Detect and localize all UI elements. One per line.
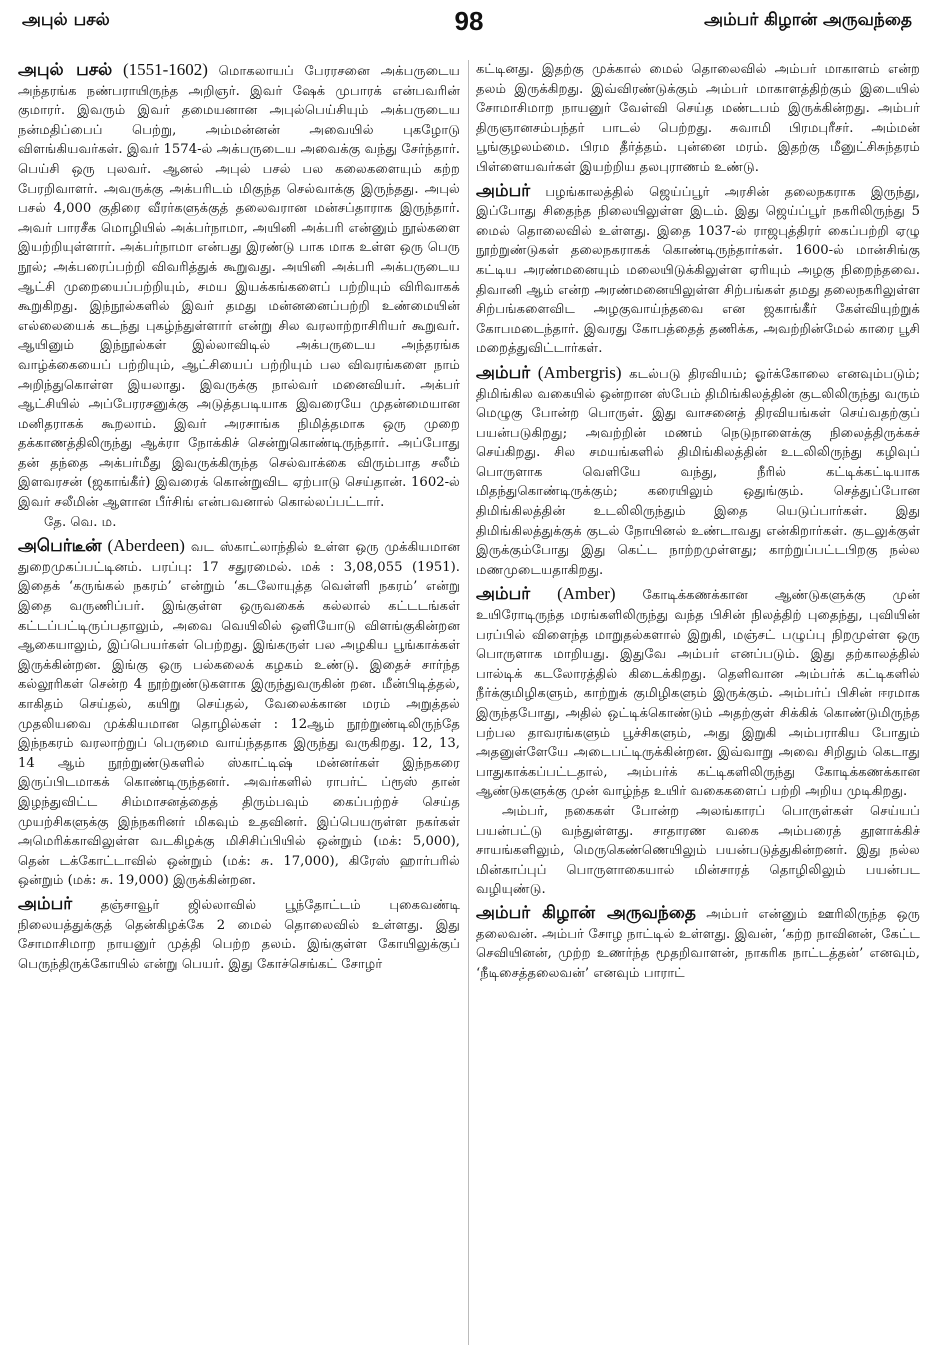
running-head-left: அபுல் பசல் [22, 10, 110, 30]
headword: அம்பர் [476, 362, 531, 383]
entry-ambar-continued [476, 60, 920, 178]
entry-body: தஞ்சாவூர் ஜில்லாவில் பூந்தோட்டம் புகைவண்டி நிலையத்துக்குத் தென்கிழக்கே 2 மைல் தொலைவில் உள்ளது. இது சோமாசிமாற நாயனுர் முத்தி பெற்ற தலம். இங்குள்ள கோயிலுக்குப் பெருந்திருக்கோயில் என்று பெயர். இது கோச்செங்கட் சோழர் [18, 897, 460, 972]
entry-ambar-kizhan-text [476, 904, 920, 983]
headword: அம்பர் [476, 584, 531, 605]
entry-body: வட ஸ்காட்லாந்தில் உள்ள ஒரு முக்கியமான துறைமுகப்பட்டினம். பரப்பு: 17 சதுரமைல். மக் : 3,08,055 (1951). இதைக் ‘கருங்கல் நகரம்’ என்றும் ‘கடலோயுத்த வெள்ளி நகரம்’ என்று இதை வருணிப்பர். இங்குள்ள ஒருவகைக் கல்லால் கட்டடங்கள் கட்டப்பட்டிருப்பதாலும், அவை வெயிலில் ஒளியோடு விளங்குகின்றன ஆகையாலும், இப்பெயர்கள் பெற்றது. இங்கருள் பல அழகிய பூங்காக்கள் இருக்கின்றன. இங்கு ஒரு பல்கலைக் கழகம் உண்டு. இதைச் சார்ந்த கல்லூரிகள் சென்ற 4 நூற்றுண்டுகளாக இருந்துவருகின் றன. மீன்பிடித்தல், காகிதம் செய்தல், கயிறு செய்தல், வேலைக்கான மரம் அறுத்தல் முதலியவை முக்கியமான தொழில்கள் : 12ஆம் நூற்றுண்டிலிருந்தே இந்நகரம் வரலாற்றுப் பெருமை வாய்ந்ததாக இருந்து வருகிறது. 12, 13, 14 ஆம் நூற்றுண்டுகளில் ஸ்காட்டிஷ் மன்னர்கள் இந்நகரை இருப்பிடமாகக் கொண்டிருந்தனர். அவர்களில் ராபர்ட் ப்ரூஸ் தான் இழந்துவிட்ட சிம்மாசனத்தைத் திரும்பவும் கைப்பற்றச் செய்த முயற்சிகளுக்கு இந்நகரினர் மிகவும் உதவினர். இப்பெயருள்ள நகர்கள் அமெரிக்காவிலுள்ள வடகிழக்கு மிசிசிப்பியில் ஒன்றும் (மக்: 5,000), தென் டக்கோட்டாவில் ஒன்றும் (மக்: சு. 17,000), கிரேஸ் ஹார்பரில் ஒன்றும் (மக்: சு. 19,000) இருக்கின்றன. [18, 540, 460, 889]
headword: அபுல் பசல் [18, 60, 113, 80]
headword-latin: (Amber) [557, 584, 616, 604]
entry-body: மொகலாயப் பேரரசனை அக்பருடைய அந்தரங்க நண்பராயிருந்த அறிஞர். இவர் ஷேக் முபாரக் என்பவரின் குமாரர். இவரும் இவர் தமையனான அபுல்பெய்சியும் அக்பருடைய நன்மதிப்பைப் பெற்று, அம்மன்னன் அவையில் புகழோடு விளங்கியவர்கள். இவர் 1574-ல் அக்பருடைய அவைக்கு வந்து சேர்ந்தார். பெய்சி ஒரு புலவர். ஆனல் அபுல் பசல் பல கலைகளையும் கற்ற பேரறிவாளர். அவருக்கு அக்பரிடம் மிகுந்த செல்வாக்கு இருந்தது. அபுல் பசல் 4,000 குதிரை வீரர்களுக்குத் தலைவரான மன்சப்தாராக இருந்தார். அவர் பாரசீக மொழியில் அக்பர்நாமா, அயினி அக்பரி என்னும் நூல்களை இயற்றியுள்ளார். அக்பர்நாமா என்பது இரண்டு பாக மாக உள்ள ஒரு பெரு நூல்; அக்பரைப்பற்றி விவரித்துக் கூறுவது. அயினி அக்பரி அக்பருடைய ஆட்சி முறையைப்பற்றியும், சமய இயக்கங்களைப் பற்றியும் விரிவாகக் கூறுகிறது. இந்நூல்களில் இவர் தமது மன்னனைப்பற்றி உண்மையின் எல்லையைக் கடந்து புகழ்ந்துள்ளார் என்று சில வரலாற்றாசிரியர் கூறுவர். ஆயினும் இந்நூல்கள் இல்லாவிடில் அக்பருடைய அந்தரங்க வாழ்க்கையைப் பற்றியும், ஆட்சியைப் பற்றியும் பல விவரங்களை நாம் அறிந்துகொள்ள இயலாது. இவருக்கு நால்வர் மனைவியர். அக்பர் ஆட்சியில் அப்பேரரசனுக்கு அடுத்தபடியாக இவரையே முதன்மையான மனிதராகக் கூறலாம். இவர் அரசாங்க நிமித்தமாக ஒரு முறை தக்காணத்திலிருந்து ஆக்ரா நோக்கிச் சென்றுகொண்டிருந்தார். அப்போது தன் தந்தை அக்பர்மீது இவருக்கிருந்த செல்வாக்கை விரும்பாத சலீம் இளவரசன் (ஜகாங்கீர்) இவரைக் கொன்றுவிட ஏற்பாடு செய்தான். 1602-ல் இவர் சலீமின் ஆளான பீர்சிங் என்பவனால் கொல்லப்பட்டார். [18, 64, 460, 511]
headword-latin: (Aberdeen) [107, 536, 185, 556]
author-signature: தே. வெ. ம. [44, 514, 117, 530]
entry-body: பழங்காலத்தில் ஜெய்ப்பூர் அரசின் தலைநகராக இருந்து, இப்போது சிதைந்த நிலையிலுள்ள இடம். இது ஜெய்ப்பூர் நகரிலிருந்து 5 மைல் தொலைவில் உள்ளது. இதை 1037-ல் ராஜபுத்திரர் கைப்பற்றி ஏழு நூற்றுண்டுகள் தலைநகராகக் கொண்டிருந்தார்கள். 1600-ல் மான்சிங்கு கட்டிய அரண்மனையும் மலையிடுக்கிலுள்ள ஏரியும் அழகு நிறைந்தவை. திவானி ஆம் என்ற அரண்மனையிலுள்ள சிற்பங்கள் தமது தலைநகரிலுள்ள சிற்பங்களைவிட அழகுவாய்ந்தவை என ஜகாங்கீர் கேள்வியுற்றுக் கோபமடைந்தார். இவரது கோபத்தைத் தணிக்க, அவற்றின்மேல் காரை பூசி மறைத்துவிட்டார்கள். [476, 184, 920, 357]
entry-ambar-kizhan [476, 904, 920, 983]
entry-ambar-place [18, 895, 460, 974]
entry-amber-city [476, 182, 920, 359]
entry-amber-city-text [476, 182, 920, 359]
entry-body-paragraph-2: அம்பர், நகைகள் போன்ற அலங்காரப் பொருள்கள் செய்யப் பயன்பட்டு வந்துள்ளது. சாதாரண வகை அம்பரைத் தூளாக்கிச் சாயங்களிலும், மெருகெண்ணெயிலும் பயன்படுத்துகின்றனர். இது நல்ல மின்காப்புப் பொருளாகையால் மின்சாரத் தொழிலிலும் பயன்பட வழியுண்டு. [476, 803, 920, 898]
page-number: 98 [454, 6, 484, 36]
entry-body: கடல்படு திரவியம்; ஓர்க்கோலை எனவும்படும்; திமிங்கில வகையில் ஒன்றான ஸ்பேம் திமிங்கிலத்தின் குடலிலிருந்து வரும் மெழுகு போன்ற பொருள். இது வாசனைத் திரவியங்கள் செய்வதற்குப் பயன்படுகிறது; அவற்றின் மணம் நெடுநாளைக்கு நிலைத்திருக்கச் செய்கிறது. சில சமயங்களில் திமிங்கிலத்தின் உடலிலிருந்து கழிவுப் பொருளாக வெளியே வந்து, நீரில் கட்டிக்கட்டியாக மிதந்துகொண்டிருக்கும்; கரையிலும் ஒதுங்கும். செத்துப்போன திமிங்கிலத்தின் உடலிலிருந்தும் இதை யெடுப்பார்கள். இது திமிங்கிலத்துக்குக் குடல் நோயினல் உண்டாவது என்கிறார்கள். குடலுக்குள் இருக்கும்போது இது கெட்ட நாற்றமுள்ளது; காற்றுப்பட்டபிறகு நல்ல மணமுடையதாகிறது. [476, 366, 920, 578]
entry-body: கோடிக்கணக்கான ஆண்டுகளுக்கு முன் உயிரோடிருந்த மரங்களிலிருந்து வந்த பிசின் நிலத்திற் புதைந்து, புவியின் பரப்பில் விளைந்த மாறுதல்களால் இறுகி, மஞ்சட் பழுப்பு நிறமுள்ள ஒரு பொருளாக மாறியது. இதுவே அம்பர் எனப்படும். இது தற்காலத்தில் பால்டிக் கடலோரத்தில் கிடைக்கிறது. தெளிவான அம்பர்க் கட்டிகளில் நீர்க்குமிழிகளும், காற்றுக் குமிழிகளும் இருக்கும். அம்பர்ப் பிசின் ஈரமாக இருந்தபோது, அதில் ஒட்டிக்கொண்டும் அதற்குள் சிக்கிக் கொண்டுமிருந்த பற்பல தாவரங்களும் பூச்சிகளும், அது இறுகி அம்பராகிய போதும் அதனுள்ளேயே அடைபட்டிருக்கின்றன. இவ்வாறு அவை சிறிதும் கெடாது பாதுகாக்கப்பட்டதால், அம்பர்க் கட்டிகளிலிருந்து கோடிக்கணக்கான ஆண்டுகளுக்கு முன் வாழ்ந்த உயிர் வகைகளைப் பற்றி அறிய முடிகிறது. [476, 588, 920, 800]
column-divider [468, 60, 469, 1345]
headword: அபெர்டீன் [18, 536, 102, 557]
entry-amber [476, 584, 920, 900]
left-column [18, 60, 460, 1350]
entry-abul-fazl [18, 60, 460, 532]
entry-aberdeen [18, 536, 460, 891]
entry-years: (1551-1602) [122, 60, 208, 79]
right-column [476, 60, 920, 1350]
entry-body: கட்டினது. இதற்கு முக்கால் மைல் தொலைவில் அம்பர் மாகாளம் என்ற தலம் இருக்கிறது. இவ்விரண்டுக்கும் அம்பர் மாகாளத்திற்கும் இடையில் சோமாசிமாற நாயனுர் வேள்வி செய்த மண்டபம் இருக்கின்றது. அம்பர் திருஞானசம்பந்தர் பாடல் பெற்றது. சுவாமி பிரமபுரீசர். அம்மன் பூங்குழலம்மை. பிரம தீர்த்தம். புன்னை மரம். இதற்கு மீனுட்சிசுந்தரம் பிள்ளையவர்கள் இயற்றிய தலபுராணம் உண்டு. [476, 62, 920, 175]
entry-aberdeen-text [18, 536, 460, 891]
headword-latin: (Ambergris) [537, 362, 622, 382]
headword: அம்பர் [18, 893, 73, 914]
entry-amber-text [476, 584, 920, 802]
entry-body: அம்பர் என்னும் ஊரிலிருந்த ஒரு தலைவன். அம்பர் சோழ நாட்டில் உள்ளது. இவன், ‘கற்ற நாவினன், கேட்ட செவியினன், முற்ற உணர்ந்த மூதறிவாளன், நாகரிக நாட்டத்தன்’ எனவும், ‘நீடிசைத்தலைவன்’ எனவும் பாராட் [476, 906, 920, 981]
running-head-right: அம்பர் கிழான் அருவந்தை [704, 10, 912, 30]
entry-abul-fazl-text [18, 60, 460, 513]
entry-ambergris [476, 363, 920, 581]
page-header [0, 6, 938, 46]
entry-ambergris-text [476, 363, 920, 581]
headword: அம்பர் கிழான் அருவந்தை [476, 902, 696, 923]
headword: அம்பர் [476, 180, 531, 201]
entry-ambar-place-text [18, 895, 460, 974]
